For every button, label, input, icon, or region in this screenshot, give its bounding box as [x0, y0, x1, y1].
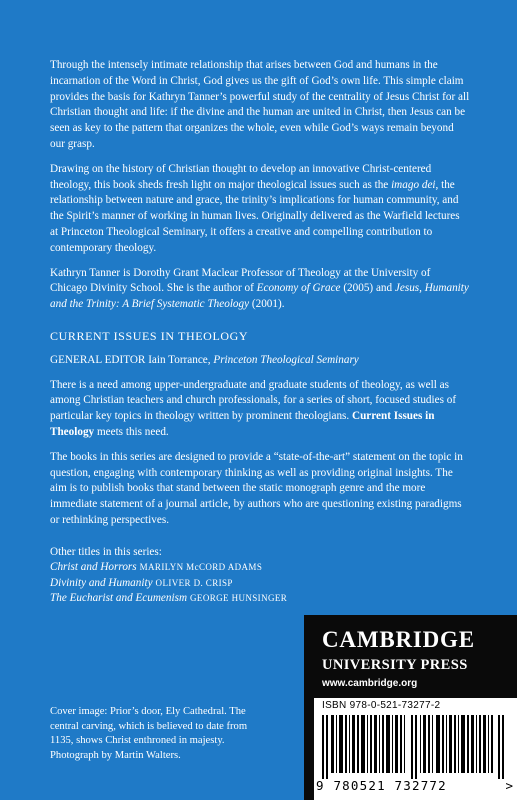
- barcode-icon: [322, 715, 509, 779]
- ean-digits: 9 780521 732772: [316, 778, 447, 793]
- cover-image-credit: Cover image: Prior’s door, Ely Cathedral. The central carving, which is believed to date from 1135, shows Christ enthroned in majesty. Photograph by Martin Walters.: [50, 706, 248, 761]
- other-titles: [50, 545, 470, 607]
- other-title-item: Christ and Horrors MARILYN McCORD ADAMS: [50, 561, 263, 574]
- description-paragraph-1: Through the intensely intimate relationship that arises between God and humans in the incarnation of the Word in Christ, God gives us the gift of God’s own life. This simple claim provides the basis for Kathryn Tanner’s powerful study of the centrality of Jesus Christ for all Christian thought and life: if the divine and the human are united in Christ, then Jesus can be seen as key to the pattern that organizes the whole, even while God’s ways remain beyond our grasp.: [50, 59, 470, 150]
- isbn-text: ISBN 978-0-521-73277-2: [322, 700, 441, 711]
- back-cover-text: [50, 58, 470, 607]
- other-titles-label: Other titles in this series:: [50, 545, 162, 558]
- series-heading: CURRENT ISSUES IN THEOLOGY: [50, 328, 249, 343]
- publisher-box: [304, 615, 517, 800]
- series-name: Current Issues in Theology: [50, 410, 435, 438]
- other-title-item: Divinity and Humanity OLIVER D. CRISP: [50, 576, 233, 589]
- publisher-press: UNIVERSITY PRESS: [322, 657, 468, 673]
- series-editor: GENERAL EDITOR Iain Torrance, Princeton Theological Seminary: [50, 353, 359, 366]
- publisher-url: www.cambridge.org: [322, 678, 418, 689]
- series-paragraph-1: There is a need among upper-undergraduate and graduate students of theology, as well as among Christian teachers and church professionals, for a series of short, focused studies of particular key topics in theology written by prominent theologians. Current Issues in Theology meets this need.: [50, 378, 457, 438]
- barcode-panel: [314, 698, 517, 800]
- description-paragraph-2: Drawing on the history of Christian thought to develop an innovative Christ-centered theology, this book sheds fresh light on major theological issues such as the imago dei, the relationship between nature and grace, the trinity’s implications for human community, and the Spirit’s manner of working in human lives. Originally delivered as the Warfield lectures at Princeton Theological Seminary, it offers a creative and compelling contribution to contemporary theology.: [50, 162, 460, 254]
- series-paragraph-2: The books in this series are designed to provide a “state-of-the-art” statement on the topic in question, engaging with contemporary thinking as well as providing original insights. The aim is to publish books that stand between the static monograph genre and the more immediate statement of a journal article, by authors who are questioning existing paradigms or rethinking perspectives.: [50, 450, 463, 526]
- publisher-logo: CAMBRIDGE: [322, 627, 475, 652]
- other-title-item: The Eucharist and Ecumenism GEORGE HUNSINGER: [50, 592, 288, 605]
- ean-arrow: >: [505, 778, 513, 793]
- book-title: Jesus, Humanity and the Trinity: A Brief Systematic Theology: [50, 282, 469, 311]
- book-title: Economy of Grace: [256, 282, 341, 295]
- author-bio: Kathryn Tanner is Dorothy Grant Maclear Professor of Theology at the University of Chicago Divinity School. She is the author of Economy of Grace (2005) and Jesus, Humanity and the Trinity: A Brief Systematic Theology (2001).: [50, 266, 469, 311]
